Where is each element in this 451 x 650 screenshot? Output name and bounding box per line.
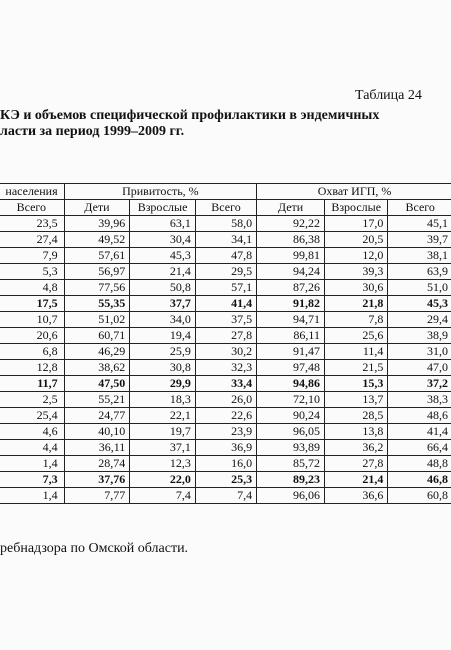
table-title-line-2: ласти за период 1999–2009 гг. (0, 124, 185, 139)
table-cell: 21,4 (324, 472, 387, 488)
table-cell: 36,11 (64, 440, 130, 456)
table-cell: 37,76 (64, 472, 130, 488)
table-cell: 50,8 (130, 280, 196, 296)
table-row (0, 488, 451, 504)
table-cell: 36,2 (324, 440, 387, 456)
table-row (0, 264, 451, 280)
table-cell: 7,3 (0, 472, 64, 488)
table-cell: 30,4 (130, 232, 196, 248)
table-cell: 13,7 (324, 392, 387, 408)
table-cell: 57,1 (195, 280, 256, 296)
table-cell: 86,38 (257, 232, 325, 248)
table-cell: 32,3 (195, 360, 256, 376)
table-cell: 46,8 (388, 472, 451, 488)
header-cell: Всего (0, 200, 64, 216)
table-cell: 25,6 (324, 328, 387, 344)
table-cell: 92,22 (257, 216, 325, 232)
table-row (0, 216, 451, 232)
table-cell: 19,7 (130, 424, 196, 440)
table-row (0, 360, 451, 376)
table-cell: 2,5 (0, 392, 64, 408)
table-cell: 38,62 (64, 360, 130, 376)
table-cell: 45,3 (130, 248, 196, 264)
table-row (0, 472, 451, 488)
table-cell: 48,6 (388, 408, 451, 424)
data-table (0, 183, 451, 504)
header-cell: Взрослые (324, 200, 387, 216)
table-cell: 7,9 (0, 248, 64, 264)
table-row (0, 440, 451, 456)
table-row (0, 376, 451, 392)
table-cell: 39,7 (388, 232, 451, 248)
header-row-sub (0, 200, 451, 216)
table-cell: 30,8 (130, 360, 196, 376)
table-row (0, 424, 451, 440)
header-cell: Взрослые (130, 200, 196, 216)
table-cell: 58,0 (195, 216, 256, 232)
table-row (0, 296, 451, 312)
table-cell: 91,82 (257, 296, 325, 312)
table-cell: 99,81 (257, 248, 325, 264)
table-cell: 45,3 (388, 296, 451, 312)
header-row-top (0, 184, 451, 200)
table-cell: 36,9 (195, 440, 256, 456)
table-cell: 29,9 (130, 376, 196, 392)
table-cell: 1,4 (0, 456, 64, 472)
header-cell: Всего (388, 200, 451, 216)
table-cell: 22,6 (195, 408, 256, 424)
table-cell: 57,61 (64, 248, 130, 264)
table-row (0, 232, 451, 248)
header-cell: Дети (64, 200, 130, 216)
table-cell: 22,0 (130, 472, 196, 488)
table-cell: 23,5 (0, 216, 64, 232)
table-cell: 25,4 (0, 408, 64, 424)
table-cell: 6,8 (0, 344, 64, 360)
table-row (0, 312, 451, 328)
table-cell: 40,10 (64, 424, 130, 440)
table-cell: 29,5 (195, 264, 256, 280)
table-cell: 37,7 (130, 296, 196, 312)
table-row (0, 248, 451, 264)
table-cell: 47,50 (64, 376, 130, 392)
table-cell: 7,8 (324, 312, 387, 328)
header-coverage-group: Охват ИГП, % (257, 184, 451, 200)
table-cell: 11,4 (324, 344, 387, 360)
table-cell: 49,52 (64, 232, 130, 248)
table-cell: 37,2 (388, 376, 451, 392)
table-cell: 19,4 (130, 328, 196, 344)
table-cell: 37,1 (130, 440, 196, 456)
table-cell: 1,4 (0, 488, 64, 504)
table-cell: 4,4 (0, 440, 64, 456)
table-caption: Таблица 24 (355, 88, 422, 103)
table-cell: 90,24 (257, 408, 325, 424)
table-cell: 20,6 (0, 328, 64, 344)
table-cell: 28,74 (64, 456, 130, 472)
table-title-line-1: КЭ и объемов специфической профилактики в эндемичных (0, 108, 380, 123)
table-cell: 60,8 (388, 488, 451, 504)
table-cell: 85,72 (257, 456, 325, 472)
table-cell: 93,89 (257, 440, 325, 456)
table-cell: 27,4 (0, 232, 64, 248)
table-cell: 89,23 (257, 472, 325, 488)
table-cell: 4,6 (0, 424, 64, 440)
footnote: ребнадзора по Омской области. (0, 541, 189, 556)
table-cell: 11,7 (0, 376, 64, 392)
table-cell: 17,0 (324, 216, 387, 232)
table-cell: 60,71 (64, 328, 130, 344)
table-cell: 12,8 (0, 360, 64, 376)
table-cell: 13,8 (324, 424, 387, 440)
table-cell: 96,05 (257, 424, 325, 440)
table-cell: 87,26 (257, 280, 325, 296)
table-cell: 63,9 (388, 264, 451, 280)
table-cell: 7,4 (195, 488, 256, 504)
header-cell: Дети (257, 200, 325, 216)
table-cell: 30,6 (324, 280, 387, 296)
table-cell: 26,0 (195, 392, 256, 408)
table-row (0, 408, 451, 424)
table-body (0, 216, 451, 504)
table-cell: 7,77 (64, 488, 130, 504)
table-cell: 21,5 (324, 360, 387, 376)
table-cell: 16,0 (195, 456, 256, 472)
table-cell: 12,3 (130, 456, 196, 472)
table-cell: 34,1 (195, 232, 256, 248)
table-cell: 63,1 (130, 216, 196, 232)
table-cell: 48,8 (388, 456, 451, 472)
table-cell: 97,48 (257, 360, 325, 376)
table-cell: 41,4 (388, 424, 451, 440)
table-cell: 15,3 (324, 376, 387, 392)
table-cell: 31,0 (388, 344, 451, 360)
table-cell: 27,8 (195, 328, 256, 344)
table-cell: 86,11 (257, 328, 325, 344)
table-cell: 38,9 (388, 328, 451, 344)
table-cell: 72,10 (257, 392, 325, 408)
header-vaccination-group: Привитость, % (64, 184, 257, 200)
table-cell: 22,1 (130, 408, 196, 424)
table-cell: 94,71 (257, 312, 325, 328)
table-cell: 55,21 (64, 392, 130, 408)
table-cell: 38,1 (388, 248, 451, 264)
table-cell: 46,29 (64, 344, 130, 360)
table-cell: 21,4 (130, 264, 196, 280)
table-cell: 56,97 (64, 264, 130, 280)
table-cell: 94,24 (257, 264, 325, 280)
table-cell: 25,9 (130, 344, 196, 360)
table-cell: 24,77 (64, 408, 130, 424)
table-cell: 18,3 (130, 392, 196, 408)
table-row (0, 280, 451, 296)
table-cell: 28,5 (324, 408, 387, 424)
table-cell: 51,02 (64, 312, 130, 328)
table-cell: 7,4 (130, 488, 196, 504)
table-cell: 66,4 (388, 440, 451, 456)
table-row (0, 456, 451, 472)
header-cell: Всего (195, 200, 256, 216)
table-cell: 41,4 (195, 296, 256, 312)
table-cell: 29,4 (388, 312, 451, 328)
table-cell: 38,3 (388, 392, 451, 408)
table-cell: 51,0 (388, 280, 451, 296)
table-cell: 37,5 (195, 312, 256, 328)
table-cell: 33,4 (195, 376, 256, 392)
table-cell: 4,8 (0, 280, 64, 296)
table-cell: 39,3 (324, 264, 387, 280)
table-cell: 91,47 (257, 344, 325, 360)
table-cell: 12,0 (324, 248, 387, 264)
table-title (0, 108, 451, 140)
table-cell: 25,3 (195, 472, 256, 488)
table-cell: 20,5 (324, 232, 387, 248)
table-cell: 21,8 (324, 296, 387, 312)
table-cell: 34,0 (130, 312, 196, 328)
table-cell: 96,06 (257, 488, 325, 504)
table-row (0, 328, 451, 344)
table-cell: 27,8 (324, 456, 387, 472)
table-cell: 55,35 (64, 296, 130, 312)
table-cell: 47,0 (388, 360, 451, 376)
table-cell: 17,5 (0, 296, 64, 312)
table-row (0, 344, 451, 360)
table-row (0, 392, 451, 408)
table-cell: 10,7 (0, 312, 64, 328)
header-population: населения (0, 184, 64, 200)
table-cell: 30,2 (195, 344, 256, 360)
table-cell: 45,1 (388, 216, 451, 232)
table-cell: 39,96 (64, 216, 130, 232)
table-cell: 77,56 (64, 280, 130, 296)
table-cell: 23,9 (195, 424, 256, 440)
table-cell: 36,6 (324, 488, 387, 504)
table-cell: 5,3 (0, 264, 64, 280)
table-cell: 47,8 (195, 248, 256, 264)
table-cell: 94,86 (257, 376, 325, 392)
